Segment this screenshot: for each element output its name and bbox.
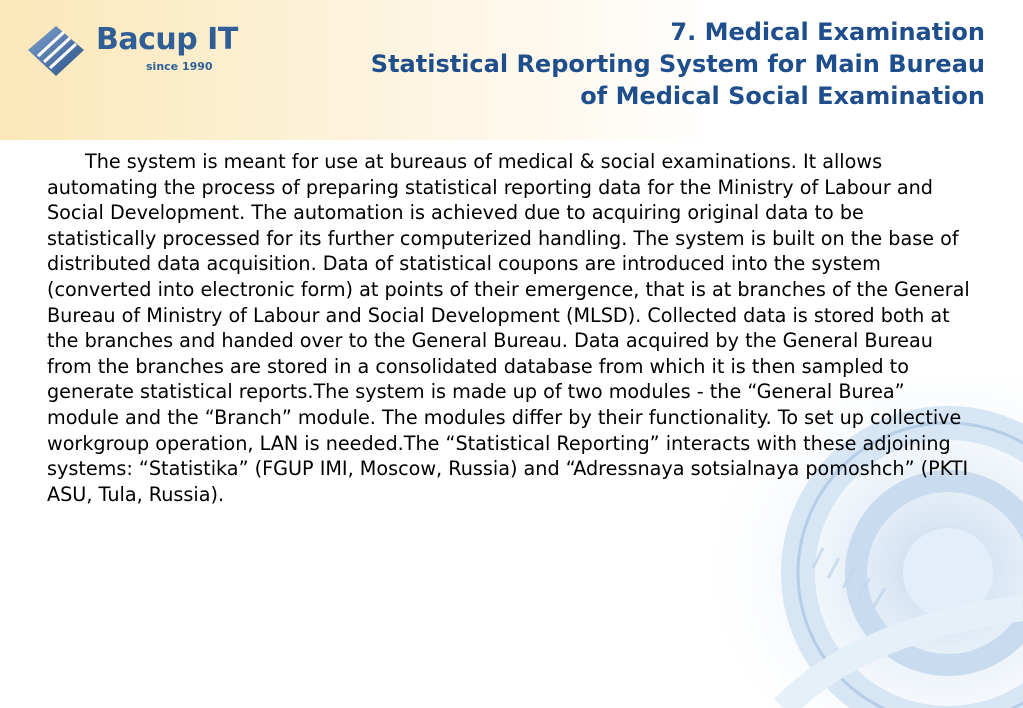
logo-tagline: since 1990 <box>146 60 213 73</box>
title-line-3: of Medical Social Examination <box>580 82 985 110</box>
logo-brand-name: Bacup IT <box>96 22 238 57</box>
title-line-2: Statistical Reporting System for Main Bureau <box>370 50 985 78</box>
title-line-1: 7. Medical Examination <box>670 18 985 46</box>
logo-stripes-icon <box>24 20 88 80</box>
slide-title <box>225 16 985 112</box>
body-paragraph: The system is meant for use at bureaus of medical & social examinations. It allows automating the process of preparing statistical reporting data for the Ministry of Labour and Social Development. The automation is achieved due to acquiring original data to be statistically processed for its further computerized handling. The system is built on the base of distributed data acquisition. Data of statistical coupons are introduced into the system (converted into electronic form) at points of their emergence, that is at branches of the General Bureau of Ministry of Labour and Social Development (MLSD). Collected data is stored both at the branches and handed over to the General Bureau. Data acquired by the General Bureau from the branches are stored in a consolidated database from which it is then sampled to generate statistical reports.The system is made up of two modules - the “General Burea” module and the “Branch” module. The modules differ by their functionality. To set up collective workgroup operation, LAN is needed.The “Statistical Reporting” interacts with these adjoining systems: “Statistika” (FGUP IMI, Moscow, Russia) and “Adressnaya sotsialnaya pomoshch” (PKTI ASU, Tula, Russia). <box>47 150 970 506</box>
company-logo <box>18 14 238 84</box>
